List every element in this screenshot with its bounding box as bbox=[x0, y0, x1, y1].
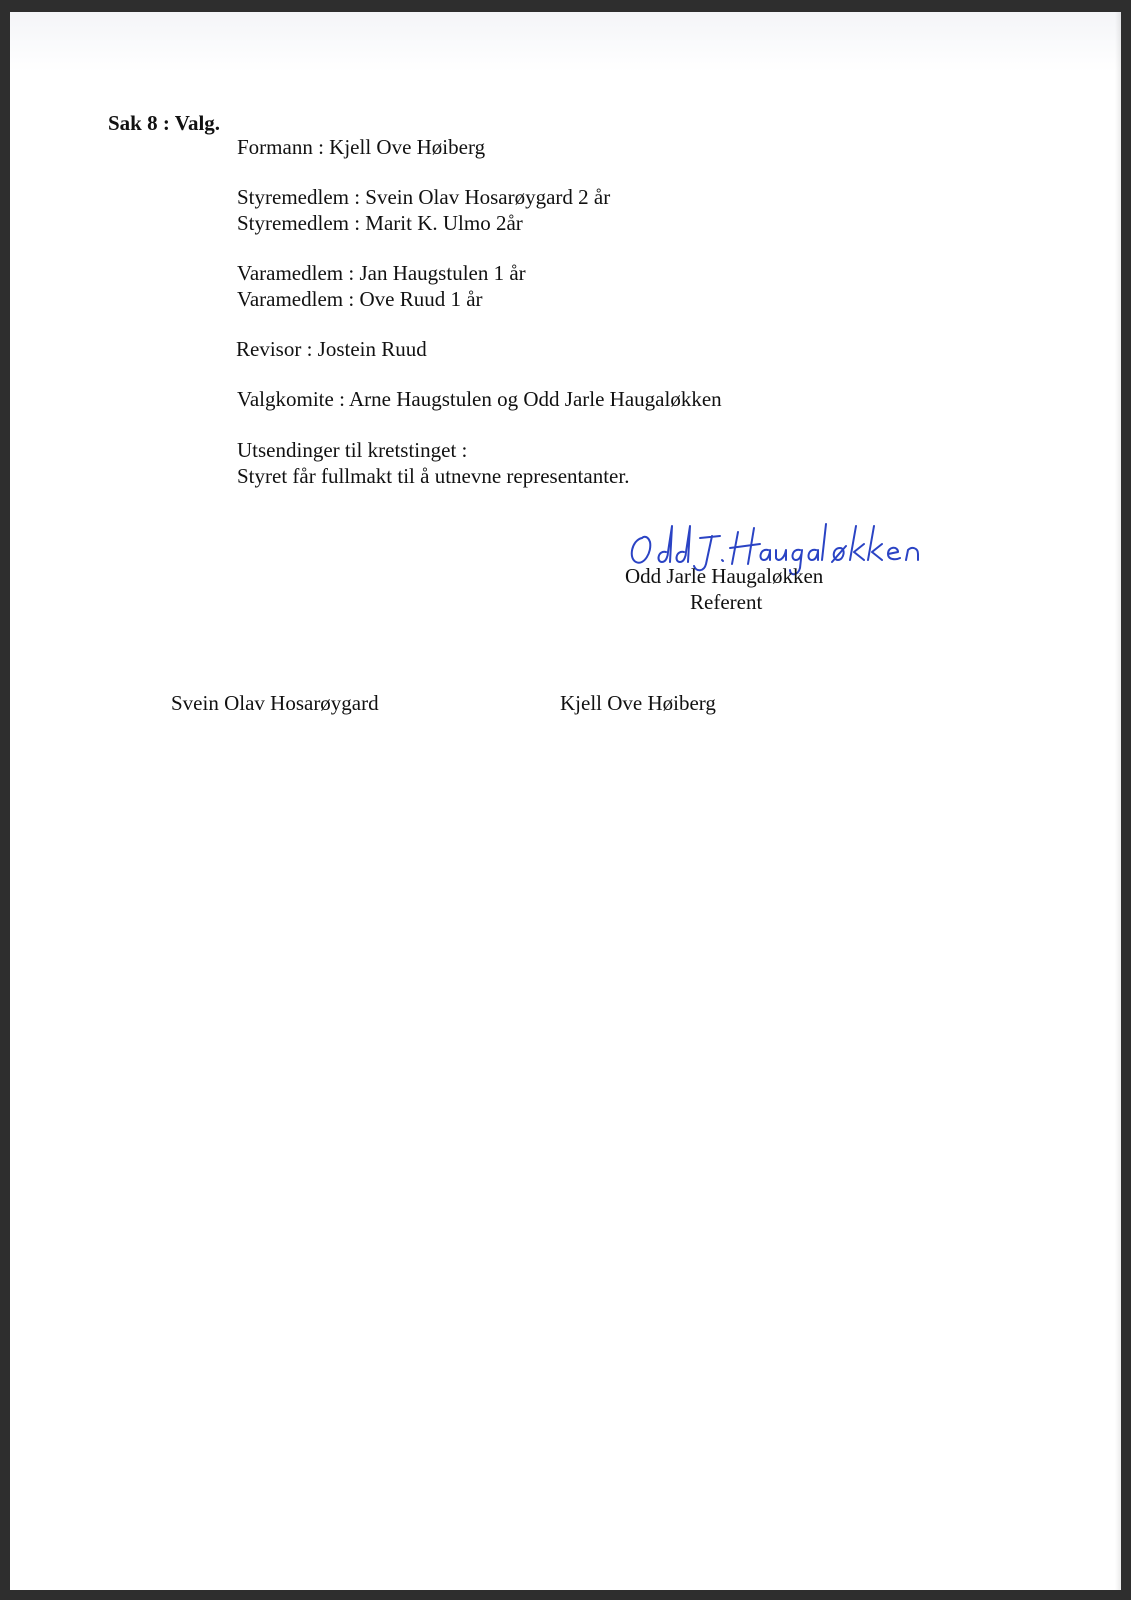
document-page bbox=[10, 12, 1121, 1590]
signatory-left: Svein Olav Hosarøygard bbox=[171, 691, 379, 715]
revisor-line: Revisor : Jostein Ruud bbox=[236, 337, 427, 361]
referent-role: Referent bbox=[690, 590, 763, 614]
fullmakt-line: Styret får fullmakt til å utnevne representanter. bbox=[237, 464, 630, 488]
varamedlem-line-1: Varamedlem : Jan Haugstulen 1 år bbox=[237, 261, 526, 285]
signatory-right: Kjell Ove Høiberg bbox=[560, 691, 716, 715]
valgkomite-line: Valgkomite : Arne Haugstulen og Odd Jarle Haugaløkken bbox=[237, 387, 722, 411]
varamedlem-line-2: Varamedlem : Ove Ruud 1 år bbox=[237, 287, 483, 311]
section-heading: Sak 8 : Valg. bbox=[108, 111, 221, 135]
utsendinger-line: Utsendinger til kretstinget : bbox=[237, 438, 468, 462]
styremedlem-line-2: Styremedlem : Marit K. Ulmo 2år bbox=[237, 211, 523, 235]
styremedlem-line-1: Styremedlem : Svein Olav Hosarøygard 2 år bbox=[237, 185, 611, 209]
formann-line: Formann : Kjell Ove Høiberg bbox=[237, 135, 486, 159]
page-edge-shadow bbox=[1115, 12, 1121, 1590]
referent-name: Odd Jarle Haugaløkken bbox=[625, 564, 824, 588]
